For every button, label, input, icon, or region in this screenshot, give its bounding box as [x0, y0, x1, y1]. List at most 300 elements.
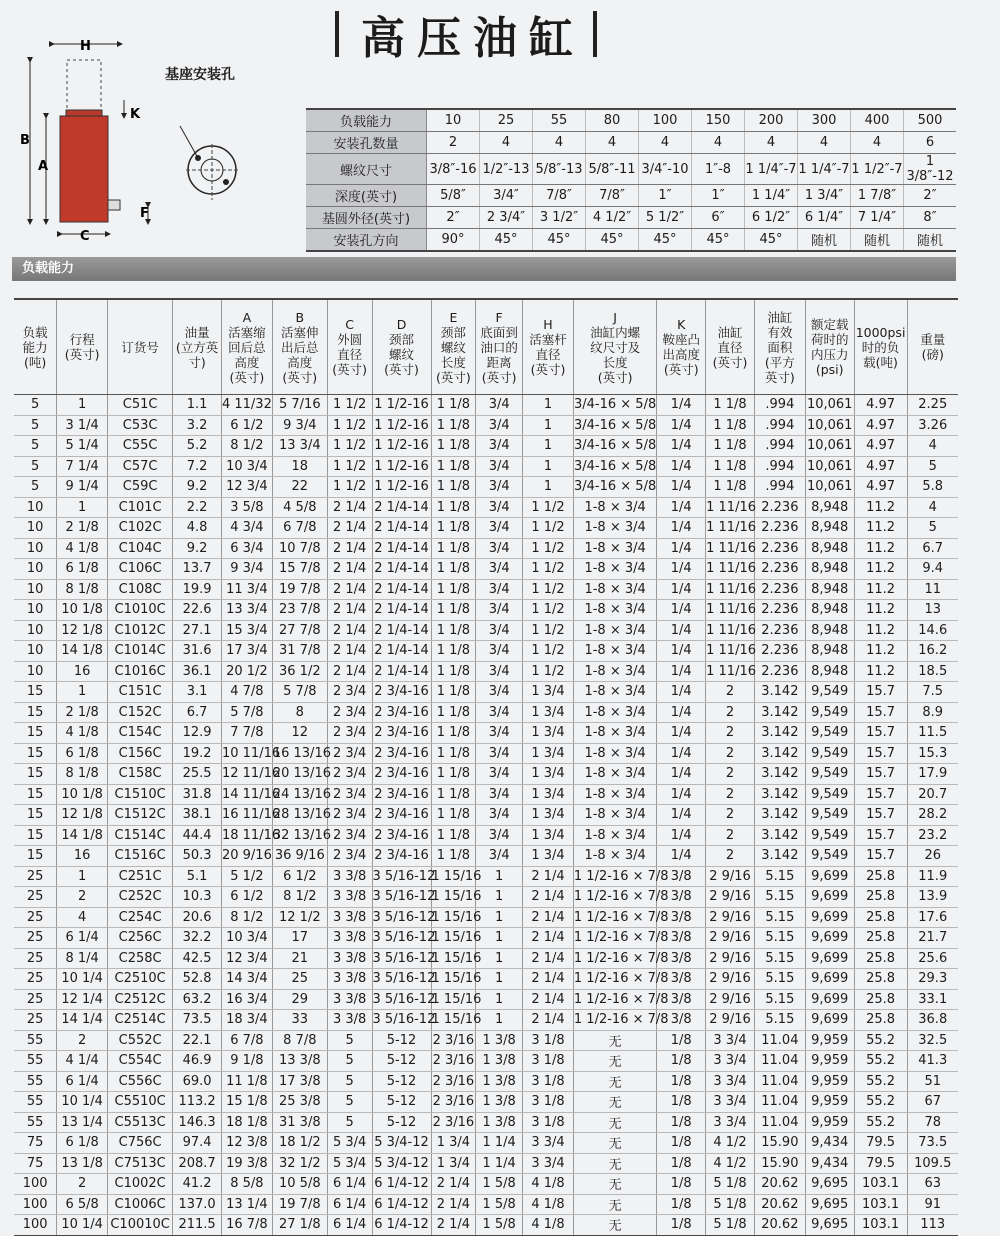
table-cell: 9 1/4	[57, 477, 108, 498]
table-cell: 2 9/16	[706, 969, 755, 990]
table-cell: 3 5/16-12	[372, 989, 431, 1010]
table-cell: 5.15	[754, 866, 805, 887]
table-cell: 10,061	[805, 395, 854, 416]
spec-cell: 6″	[692, 207, 745, 229]
table-cell: C2514C	[108, 1010, 173, 1031]
table-cell: 3/4	[476, 682, 523, 703]
table-cell: 2.236	[754, 661, 805, 682]
table-cell: 9.2	[173, 477, 222, 498]
table-cell: 1 1/2	[327, 395, 372, 416]
table-cell: 1 3/8	[476, 1030, 523, 1051]
table-cell: 2 1/4-14	[372, 518, 431, 539]
spec-cell: 7/8″	[533, 185, 586, 207]
table-cell: 11 1/8	[221, 1071, 272, 1092]
spec-cell: 5/8″-11	[586, 154, 639, 185]
table-cell: 1 1/8	[431, 497, 476, 518]
table-cell: 1-8 × 3/4	[573, 497, 656, 518]
table-row	[14, 866, 958, 887]
table-cell: 2 3/4-16	[372, 702, 431, 723]
table-cell: 3 3/8	[327, 948, 372, 969]
table-cell: 1 1/2	[523, 661, 574, 682]
table-cell: 1 1/8	[431, 661, 476, 682]
table-cell: 3/4	[476, 477, 523, 498]
table-cell: 5	[907, 518, 958, 539]
table-cell: 73.5	[907, 1133, 958, 1154]
spec-cell: 45°	[639, 229, 692, 252]
table-cell: 1 1/8	[431, 784, 476, 805]
table-cell: 13 1/4	[57, 1112, 108, 1133]
table-cell: C57C	[108, 456, 173, 477]
table-row	[14, 682, 958, 703]
table-cell: 2 1/8	[57, 702, 108, 723]
table-cell: 12 3/4	[221, 948, 272, 969]
table-cell: 4.97	[854, 477, 907, 498]
table-cell: 2 1/4	[523, 907, 574, 928]
table-cell: 19 7/8	[272, 579, 327, 600]
column-header: F 底面到 油口的 距离 (英寸)	[476, 299, 523, 395]
table-cell: 55	[14, 1030, 57, 1051]
table-cell: C104C	[108, 538, 173, 559]
table-cell: 1 1/2	[523, 538, 574, 559]
table-cell: 10 11/16	[221, 743, 272, 764]
table-cell: 3/4	[476, 620, 523, 641]
table-cell: 32 13/16	[272, 825, 327, 846]
table-cell: 2 3/4	[327, 784, 372, 805]
table-cell: 3/4-16 × 5/8	[573, 436, 656, 457]
table-cell: 2.236	[754, 641, 805, 662]
table-cell: 8 7/8	[272, 1030, 327, 1051]
table-cell: 3/4	[476, 641, 523, 662]
table-cell: 无	[573, 1051, 656, 1072]
table-cell: C158C	[108, 764, 173, 785]
table-cell: 9,434	[805, 1133, 854, 1154]
table-cell: 1 3/4	[523, 702, 574, 723]
table-cell: 3/4-16 × 5/8	[573, 477, 656, 498]
table-cell: C556C	[108, 1071, 173, 1092]
table-cell: 1/4	[657, 415, 706, 436]
table-cell: 2.236	[754, 559, 805, 580]
f-label: F	[140, 206, 149, 221]
column-header: 油量 (立方英寸)	[173, 299, 222, 395]
table-cell: 12 1/2	[272, 907, 327, 928]
table-cell: 25	[14, 907, 57, 928]
table-cell: 3 5/16-12	[372, 866, 431, 887]
table-cell: 2.25	[907, 395, 958, 416]
table-cell: 211.5	[173, 1215, 222, 1236]
table-cell: 1-8 × 3/4	[573, 682, 656, 703]
table-cell: 8 1/2	[221, 907, 272, 928]
table-cell: 无	[573, 1215, 656, 1236]
table-cell: 5	[14, 395, 57, 416]
table-cell: 1	[476, 1010, 523, 1031]
spec-cell: 1″-8	[692, 154, 745, 185]
table-cell: 5	[14, 415, 57, 436]
table-cell: 17	[272, 928, 327, 949]
spec-cell: 随机	[851, 229, 904, 252]
table-cell: 6 1/4	[57, 1071, 108, 1092]
table-cell: 5.15	[754, 907, 805, 928]
k-label: K	[130, 107, 141, 122]
table-cell: 21	[272, 948, 327, 969]
table-cell: 103.1	[854, 1174, 907, 1195]
spec-cell: 1/2″-13	[480, 154, 533, 185]
spec-cell: 6 1/2″	[745, 207, 798, 229]
table-cell: 1 1/8	[706, 395, 755, 416]
table-cell: 9,434	[805, 1153, 854, 1174]
table-cell: 1 11/16	[706, 538, 755, 559]
table-cell: 75	[14, 1153, 57, 1174]
table-cell: 1-8 × 3/4	[573, 743, 656, 764]
table-cell: 51	[907, 1071, 958, 1092]
table-cell: 1 1/2	[523, 518, 574, 539]
table-cell: 9,959	[805, 1051, 854, 1072]
table-cell: 11.04	[754, 1051, 805, 1072]
table-cell: 25	[14, 866, 57, 887]
table-cell: 21.7	[907, 928, 958, 949]
table-cell: 2 1/4	[327, 538, 372, 559]
spec-cell: 4	[533, 132, 586, 154]
table-cell: 1-8 × 3/4	[573, 805, 656, 826]
table-cell: 55	[14, 1071, 57, 1092]
table-cell: 1-8 × 3/4	[573, 702, 656, 723]
table-cell: 1 15/16	[431, 866, 476, 887]
table-cell: 1 15/16	[431, 887, 476, 908]
table-cell: 52.8	[173, 969, 222, 990]
table-cell: 5 7/8	[272, 682, 327, 703]
table-cell: 5 3/4	[327, 1153, 372, 1174]
table-cell: 10,061	[805, 415, 854, 436]
table-cell: 4 11/32	[221, 395, 272, 416]
table-cell: 3 3/8	[327, 989, 372, 1010]
table-cell: 1/4	[657, 641, 706, 662]
table-cell: 27.1	[173, 620, 222, 641]
table-cell: 5	[14, 436, 57, 457]
table-cell: 2 9/16	[706, 866, 755, 887]
table-cell: 1 3/4	[431, 1153, 476, 1174]
table-cell: 3 3/4	[706, 1030, 755, 1051]
table-cell: C51C	[108, 395, 173, 416]
table-cell: 1 1/2	[523, 600, 574, 621]
table-cell: 5	[327, 1112, 372, 1133]
table-cell: 3 3/4	[706, 1051, 755, 1072]
table-cell: 8 1/8	[57, 579, 108, 600]
table-cell: 1-8 × 3/4	[573, 764, 656, 785]
table-cell: 11.04	[754, 1030, 805, 1051]
table-cell: 1 11/16	[706, 661, 755, 682]
table-row	[14, 661, 958, 682]
table-cell: 3.142	[754, 846, 805, 867]
table-cell: 1 3/4	[431, 1133, 476, 1154]
table-cell: 3 5/16-12	[372, 1010, 431, 1031]
table-cell: 2.236	[754, 538, 805, 559]
table-cell: C2512C	[108, 989, 173, 1010]
table-cell: 6 1/2	[221, 415, 272, 436]
table-cell: 1 3/4	[523, 784, 574, 805]
table-cell: 2 9/16	[706, 907, 755, 928]
table-cell: 6 1/8	[57, 559, 108, 580]
table-cell: 3 3/8	[327, 928, 372, 949]
spec-cell: 2 3/4″	[480, 207, 533, 229]
table-cell: 10,061	[805, 456, 854, 477]
table-cell: 5 7/16	[272, 395, 327, 416]
table-cell: 3 3/4	[706, 1112, 755, 1133]
table-cell: 103.1	[854, 1215, 907, 1236]
table-cell: 1 1/8	[431, 723, 476, 744]
table-cell: 无	[573, 1092, 656, 1113]
table-cell: 3/4	[476, 436, 523, 457]
table-cell: 10.3	[173, 887, 222, 908]
table-cell: 3.2	[173, 415, 222, 436]
table-row	[14, 1174, 958, 1195]
table-cell: 28 13/16	[272, 805, 327, 826]
table-cell: 无	[573, 1071, 656, 1092]
table-cell: 3/4	[476, 456, 523, 477]
table-cell: 1/8	[657, 1153, 706, 1174]
table-cell: 55.2	[854, 1051, 907, 1072]
table-cell: 1 1/2-16 × 7/8	[573, 866, 656, 887]
table-cell: 3.142	[754, 805, 805, 826]
table-cell: 3 1/8	[523, 1051, 574, 1072]
table-cell: 4 7/8	[221, 682, 272, 703]
table-cell: C552C	[108, 1030, 173, 1051]
table-cell: 1 1/8	[431, 805, 476, 826]
table-cell: C152C	[108, 702, 173, 723]
piston-top	[66, 110, 102, 116]
table-cell: 9,959	[805, 1030, 854, 1051]
table-cell: 1/8	[657, 1092, 706, 1113]
table-cell: 2	[706, 805, 755, 826]
table-row	[14, 907, 958, 928]
table-cell: 3 1/8	[523, 1030, 574, 1051]
table-cell: 1	[476, 866, 523, 887]
table-cell: 3/8	[657, 989, 706, 1010]
table-cell: 6 1/4	[327, 1194, 372, 1215]
table-cell: 3 1/8	[523, 1112, 574, 1133]
table-cell: 6.7	[173, 702, 222, 723]
table-row	[14, 723, 958, 744]
table-cell: 9,695	[805, 1174, 854, 1195]
table-cell: 9.2	[173, 538, 222, 559]
table-cell: 22	[272, 477, 327, 498]
table-cell: 100	[14, 1174, 57, 1195]
table-cell: 1 1/2-16	[372, 436, 431, 457]
table-cell: 16 13/16	[272, 743, 327, 764]
table-cell: 10,061	[805, 477, 854, 498]
table-row	[14, 702, 958, 723]
table-cell: 1-8 × 3/4	[573, 825, 656, 846]
table-cell: 2 1/4	[523, 969, 574, 990]
table-cell: 5	[907, 456, 958, 477]
table-cell: 1 1/8	[431, 415, 476, 436]
spec-cell: 3/4″	[480, 185, 533, 207]
table-cell: 8,948	[805, 661, 854, 682]
table-cell: 4.8	[173, 518, 222, 539]
table-cell: 1/4	[657, 497, 706, 518]
table-cell: 6 1/2	[221, 887, 272, 908]
table-cell: 137.0	[173, 1194, 222, 1215]
table-cell: 1 1/8	[431, 436, 476, 457]
table-cell: 2 3/4-16	[372, 682, 431, 703]
table-cell: 9,549	[805, 846, 854, 867]
table-cell: 1 1/2	[327, 415, 372, 436]
cylinder-diagram	[0, 30, 300, 250]
table-cell: 3/4	[476, 579, 523, 600]
table-cell: 31 7/8	[272, 641, 327, 662]
table-row	[14, 846, 958, 867]
table-row	[14, 456, 958, 477]
column-header: 重量 (磅)	[907, 299, 958, 395]
table-cell: 3/4-16 × 5/8	[573, 415, 656, 436]
spec-row	[306, 229, 956, 252]
table-cell: 14 1/4	[57, 1010, 108, 1031]
table-cell: 9,699	[805, 866, 854, 887]
table-row	[14, 559, 958, 580]
table-cell: 1 1/8	[431, 559, 476, 580]
table-cell: 1 3/4	[523, 825, 574, 846]
spec-cell: 5 1/2″	[639, 207, 692, 229]
table-cell: 15 3/4	[221, 620, 272, 641]
table-cell: 17 3/4	[221, 641, 272, 662]
table-cell: 5.1	[173, 866, 222, 887]
table-cell: 9,695	[805, 1194, 854, 1215]
table-cell: 1	[476, 989, 523, 1010]
table-row	[14, 579, 958, 600]
table-cell: 17 3/8	[272, 1071, 327, 1092]
table-row	[14, 1133, 958, 1154]
column-header: 油缸 有效 面积 (平方 英寸)	[754, 299, 805, 395]
table-row	[14, 600, 958, 621]
table-cell: C1516C	[108, 846, 173, 867]
table-cell: 5-12	[372, 1051, 431, 1072]
table-cell: .994	[754, 456, 805, 477]
table-row	[14, 928, 958, 949]
table-cell: 9.4	[907, 559, 958, 580]
table-cell: 1/4	[657, 702, 706, 723]
table-cell: 2 1/4	[431, 1194, 476, 1215]
table-cell: 8 1/8	[57, 764, 108, 785]
table-cell: 2.236	[754, 620, 805, 641]
table-cell: 8.9	[907, 702, 958, 723]
table-cell: 2 3/4-16	[372, 723, 431, 744]
table-cell: 25.6	[907, 948, 958, 969]
table-row	[14, 743, 958, 764]
table-cell: C756C	[108, 1133, 173, 1154]
table-cell: 55	[14, 1112, 57, 1133]
table-row	[14, 477, 958, 498]
table-cell: 10 7/8	[272, 538, 327, 559]
table-cell: 2 3/4-16	[372, 825, 431, 846]
a-label: A	[38, 159, 49, 174]
table-cell: 5-12	[372, 1112, 431, 1133]
table-cell: 3 3/8	[327, 1010, 372, 1031]
table-cell: 3/4	[476, 702, 523, 723]
table-cell: C1510C	[108, 784, 173, 805]
table-cell: 12 3/8	[221, 1133, 272, 1154]
table-cell: 5.15	[754, 887, 805, 908]
table-cell: 11.04	[754, 1092, 805, 1113]
table-cell: 5.15	[754, 989, 805, 1010]
spec-cell: 90°	[427, 229, 480, 252]
table-cell: 16 7/8	[221, 1215, 272, 1236]
table-cell: 1 15/16	[431, 1010, 476, 1031]
column-header: E 颈部 螺纹 长度 (英寸)	[431, 299, 476, 395]
table-cell: 25.5	[173, 764, 222, 785]
table-cell: 1 3/4	[523, 846, 574, 867]
table-cell: C258C	[108, 948, 173, 969]
table-cell: 20 9/16	[221, 846, 272, 867]
table-cell: 17.6	[907, 907, 958, 928]
table-cell: 4.97	[854, 456, 907, 477]
table-cell: 9,549	[805, 702, 854, 723]
table-cell: 10 1/4	[57, 1215, 108, 1236]
table-cell: 8,948	[805, 559, 854, 580]
table-cell: C2510C	[108, 969, 173, 990]
table-cell: 2	[706, 846, 755, 867]
table-cell: 2 3/4	[327, 743, 372, 764]
table-cell: 5.15	[754, 969, 805, 990]
table-row	[14, 1153, 958, 1174]
table-cell: 15.90	[754, 1133, 805, 1154]
table-cell: 32.5	[907, 1030, 958, 1051]
table-cell: C5513C	[108, 1112, 173, 1133]
table-cell: 9,549	[805, 825, 854, 846]
table-cell: 2 3/16	[431, 1092, 476, 1113]
column-header: J 油缸内螺 纹尺寸及 长度 (英寸)	[573, 299, 656, 395]
table-cell: 3 5/16-12	[372, 887, 431, 908]
table-cell: 25.8	[854, 969, 907, 990]
table-cell: 67	[907, 1092, 958, 1113]
table-row	[14, 1030, 958, 1051]
table-cell: 10	[14, 661, 57, 682]
table-cell: 1 3/8	[476, 1092, 523, 1113]
table-cell: 3 5/16-12	[372, 928, 431, 949]
spec-row-label: 安装孔数量	[306, 132, 427, 154]
table-cell: 2 1/4-14	[372, 641, 431, 662]
table-cell: 15.3	[907, 743, 958, 764]
table-cell: 1-8 × 3/4	[573, 661, 656, 682]
table-cell: 33	[272, 1010, 327, 1031]
table-cell: 36.8	[907, 1010, 958, 1031]
table-cell: 31 3/8	[272, 1112, 327, 1133]
table-cell: 1	[523, 415, 574, 436]
table-cell: C1016C	[108, 661, 173, 682]
table-cell: 1 3/4	[523, 764, 574, 785]
table-cell: 2 3/4-16	[372, 743, 431, 764]
table-cell: 11.04	[754, 1071, 805, 1092]
column-header: 负载 能力 (吨)	[14, 299, 57, 395]
table-cell: 2 1/4	[327, 641, 372, 662]
table-cell: 1-8 × 3/4	[573, 600, 656, 621]
table-row	[14, 825, 958, 846]
table-cell: 8,948	[805, 497, 854, 518]
table-cell: 9,699	[805, 948, 854, 969]
table-cell: 20.62	[754, 1174, 805, 1195]
table-cell: 14 1/8	[57, 825, 108, 846]
table-cell: 4	[907, 497, 958, 518]
table-cell: 13	[907, 600, 958, 621]
table-cell: 2	[706, 723, 755, 744]
column-header: 订货号	[108, 299, 173, 395]
table-cell: 13 3/4	[221, 600, 272, 621]
table-cell: 1-8 × 3/4	[573, 846, 656, 867]
table-cell: 1/4	[657, 477, 706, 498]
table-cell: 3/4	[476, 846, 523, 867]
table-cell: 2 3/4-16	[372, 784, 431, 805]
table-cell: 12 1/8	[57, 620, 108, 641]
table-cell: 3 1/8	[523, 1071, 574, 1092]
table-cell: 9,549	[805, 784, 854, 805]
spec-cell: 55	[533, 109, 586, 132]
